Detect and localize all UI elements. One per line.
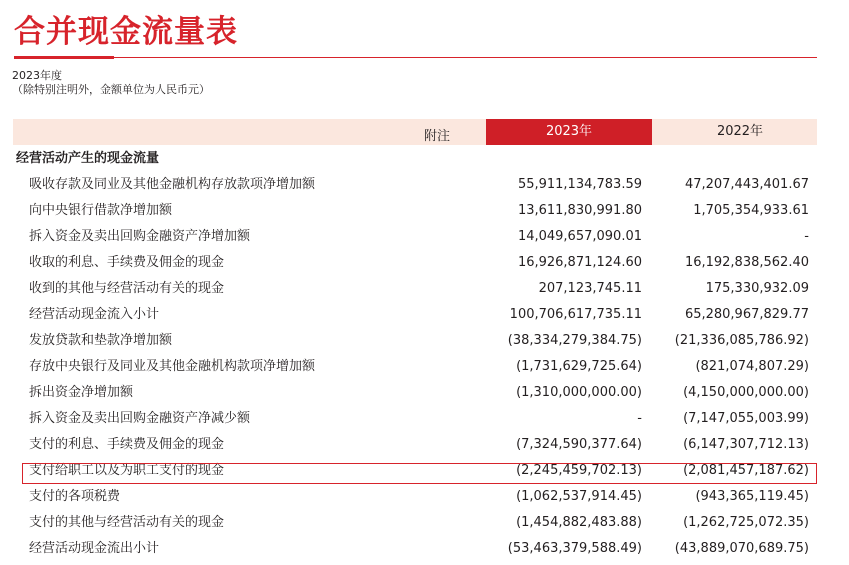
- row-label: 吸收存款及同业及其他金融机构存放款项净增加额: [29, 177, 316, 192]
- row-value-2022: 175,330,932.09: [705, 281, 809, 296]
- row-label: 支付的利息、手续费及佣金的现金: [29, 437, 225, 452]
- report-meta: [12, 69, 210, 97]
- row-value-2023: (7,324,590,377.64): [516, 437, 642, 452]
- table-row: [13, 380, 817, 406]
- table-row: [13, 484, 817, 510]
- row-value-2023: -: [637, 411, 642, 426]
- report-period: 2023年度: [12, 69, 62, 82]
- row-value-2022: (4,150,000,000.00): [683, 385, 809, 400]
- row-value-2023: 55,911,134,783.59: [517, 177, 642, 192]
- row-label: 拆入资金及卖出回购金融资产净减少额: [29, 411, 251, 426]
- page-title: 合并现金流量表: [14, 14, 238, 50]
- row-label: 拆出资金净增加额: [29, 385, 134, 400]
- row-value-2022: (2,081,457,187.62): [683, 463, 809, 478]
- row-label: 拆入资金及卖出回购金融资产净增加额: [29, 229, 251, 244]
- header-year-2022: 2022年: [716, 124, 764, 139]
- row-label: 支付给职工以及为职工支付的现金: [29, 463, 225, 478]
- row-label: 支付的各项税费: [29, 489, 121, 504]
- table-header: [13, 119, 817, 145]
- row-value-2023: (2,245,459,702.13): [516, 463, 642, 478]
- row-value-2022: (1,262,725,072.35): [683, 515, 809, 530]
- row-value-2022: 16,192,838,562.40: [684, 255, 809, 270]
- row-value-2022: 65,280,967,829.77: [684, 307, 809, 322]
- title-underline-accent: [14, 56, 114, 59]
- title-underline-rule: [114, 57, 817, 58]
- row-value-2023: (1,310,000,000.00): [516, 385, 642, 400]
- row-label: 发放贷款和垫款净增加额: [29, 333, 173, 348]
- table-row: [13, 510, 817, 536]
- row-value-2023: (1,731,629,725.64): [516, 359, 642, 374]
- table-row: [13, 250, 817, 276]
- row-label: 支付的其他与经营活动有关的现金: [29, 515, 225, 530]
- row-value-2023: 13,611,830,991.80: [517, 203, 642, 218]
- table-row: [13, 328, 817, 354]
- table-row: [13, 432, 817, 458]
- table-row: [13, 458, 817, 484]
- row-value-2022: (7,147,055,003.99): [683, 411, 809, 426]
- row-value-2022: (21,336,085,786.92): [674, 333, 809, 348]
- row-label: 经营活动现金流出小计: [29, 541, 160, 556]
- row-label: 收取的利息、手续费及佣金的现金: [29, 255, 225, 270]
- header-year-2023: 2023年: [486, 119, 652, 145]
- row-value-2022: (943,365,119.45): [695, 489, 809, 504]
- header-notes: 附注: [424, 129, 451, 144]
- cash-flow-table: [13, 119, 817, 562]
- row-value-2022: (6,147,307,712.13): [683, 437, 809, 452]
- row-value-2022: (43,889,070,689.75): [674, 541, 809, 556]
- row-value-2023: (1,062,537,914.45): [516, 489, 642, 504]
- row-label: 收到的其他与经营活动有关的现金: [29, 281, 225, 296]
- row-value-2023: 100,706,617,735.11: [509, 307, 642, 322]
- title-underline: [14, 56, 817, 59]
- row-value-2022: 47,207,443,401.67: [684, 177, 809, 192]
- table-row: [13, 172, 817, 198]
- row-value-2023: (38,334,279,384.75): [507, 333, 642, 348]
- row-value-2023: (1,454,882,483.88): [516, 515, 642, 530]
- table-row: [13, 536, 817, 562]
- row-value-2022: 1,705,354,933.61: [693, 203, 809, 218]
- table-row: [13, 198, 817, 224]
- table-body: [13, 172, 817, 562]
- row-label: 向中央银行借款净增加额: [29, 203, 173, 218]
- section-title: 经营活动产生的现金流量: [16, 151, 160, 166]
- table-row: [13, 406, 817, 432]
- table-row: [13, 354, 817, 380]
- row-value-2023: 14,049,657,090.01: [517, 229, 642, 244]
- table-row: [13, 302, 817, 328]
- currency-note: （除特别注明外，金额单位为人民币元）: [12, 83, 210, 96]
- row-value-2022: (821,074,807.29): [695, 359, 809, 374]
- row-value-2023: 207,123,745.11: [538, 281, 642, 296]
- row-label: 经营活动现金流入小计: [29, 307, 160, 322]
- table-row: [13, 276, 817, 302]
- row-value-2023: (53,463,379,588.49): [507, 541, 642, 556]
- row-value-2022: -: [804, 229, 809, 244]
- row-value-2023: 16,926,871,124.60: [517, 255, 642, 270]
- row-label: 存放中央银行及同业及其他金融机构款项净增加额: [29, 359, 316, 374]
- table-row: [13, 224, 817, 250]
